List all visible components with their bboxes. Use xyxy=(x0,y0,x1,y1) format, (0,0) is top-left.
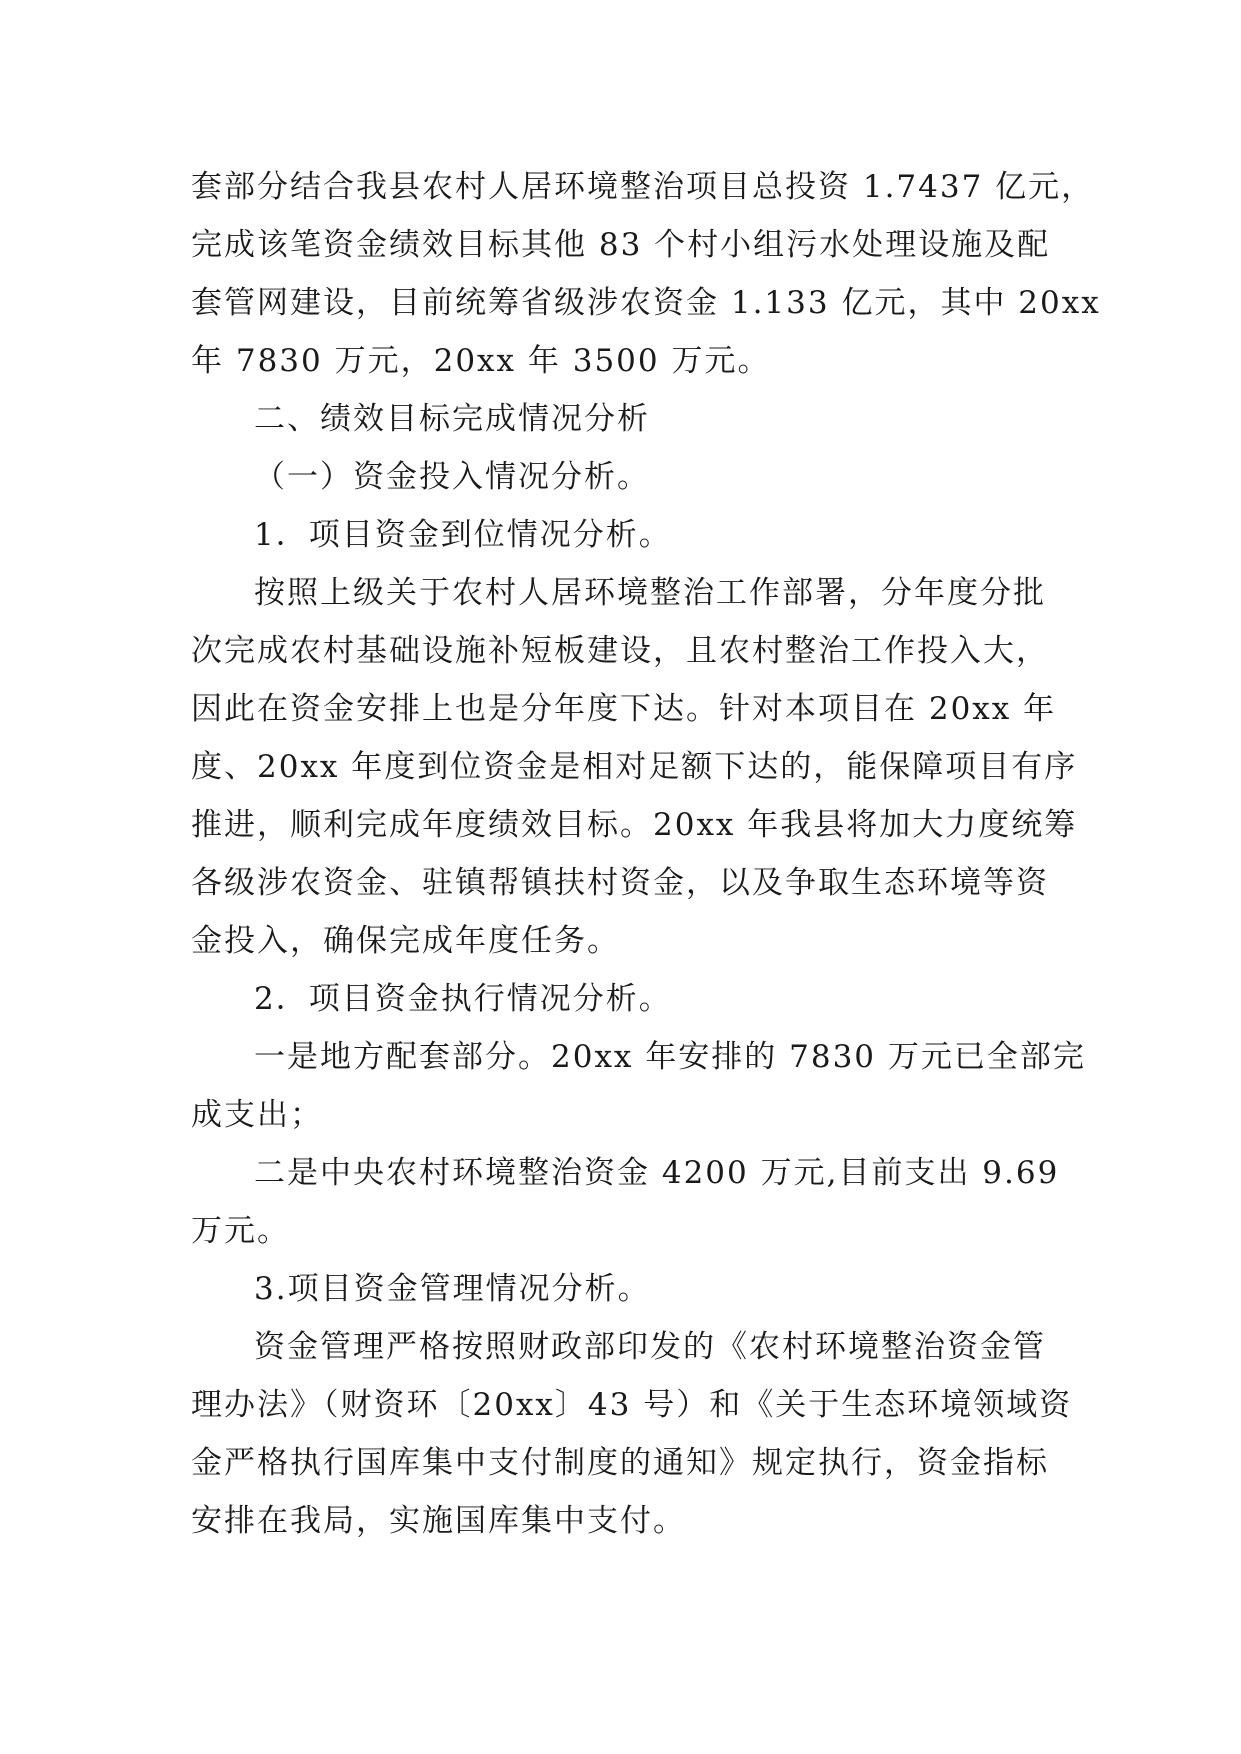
text-line: 推进，顺利完成年度绩效目标。20xx 年我县将加大力度统筹 xyxy=(191,807,1078,843)
text-line: 万元。 xyxy=(191,1213,290,1249)
text-line: 度、20xx 年度到位资金是相对足额下达的，能保障项目有序 xyxy=(191,749,1078,785)
text-line: 因此在资金安排上也是分年度下达。针对本项目在 20xx 年 xyxy=(191,691,1057,727)
text-line: 金严格执行国库集中支付制度的通知》规定执行，资金指标 xyxy=(191,1445,1049,1481)
text-line: 套部分结合我县农村人居环境整治项目总投资 1.7437 亿元， xyxy=(191,169,1095,205)
section-heading: 二、绩效目标完成情况分析 xyxy=(254,401,650,437)
document-body xyxy=(191,158,1101,1550)
text-line: 一是地方配套部分。20xx 年安排的 7830 万元已全部完 xyxy=(254,1039,1086,1075)
text-line: 成支出； xyxy=(191,1097,323,1133)
item-heading: 1．项目资金到位情况分析。 xyxy=(254,517,672,553)
subsection-heading: （一）资金投入情况分析。 xyxy=(254,459,650,495)
item-heading: 3.项目资金管理情况分析。 xyxy=(254,1271,651,1307)
text-line: 按照上级关于农村人居环境整治工作部署，分年度分批 xyxy=(254,575,1046,611)
text-line: 金投入，确保完成年度任务。 xyxy=(191,923,620,959)
text-line: 资金管理严格按照财政部印发的《农村环境整治资金管 xyxy=(254,1329,1046,1365)
text-line: 各级涉农资金、驻镇帮镇扶村资金，以及争取生态环境等资 xyxy=(191,865,1049,901)
text-line: 二是中央农村环境整治资金 4200 万元,目前支出 9.69 xyxy=(254,1155,1060,1191)
text-line: 年 7830 万元，20xx 年 3500 万元。 xyxy=(191,343,771,379)
text-line: 安排在我局，实施国库集中支付。 xyxy=(191,1503,686,1539)
text-line: 理办法》（财资环〔20xx〕43 号）和《关于生态环境领域资 xyxy=(191,1387,1073,1423)
text-line: 完成该笔资金绩效目标其他 83 个村小组污水处理设施及配 xyxy=(191,227,1051,263)
text-line: 次完成农村基础设施补短板建设，且农村整治工作投入大， xyxy=(191,633,1049,669)
item-heading: 2．项目资金执行情况分析。 xyxy=(254,981,672,1017)
text-line: 套管网建设，目前统筹省级涉农资金 1.133 亿元，其中 20xx xyxy=(191,285,1101,321)
